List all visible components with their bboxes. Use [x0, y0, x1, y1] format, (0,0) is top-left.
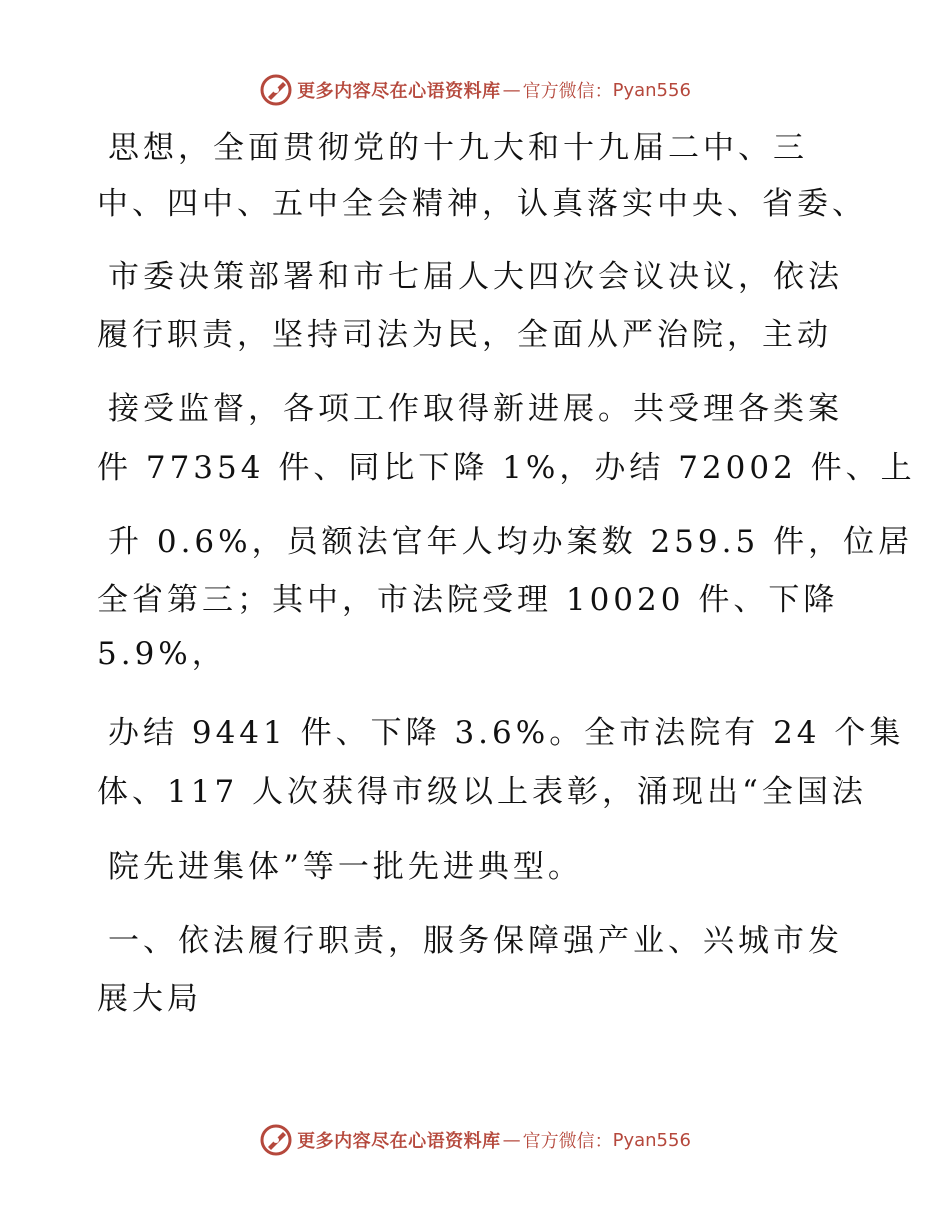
body-line-1: 思想，全面贯彻党的十九大和十九届二中、三	[108, 130, 808, 166]
header-watermark-banner	[0, 70, 950, 110]
body-line-5: 接受监督，各项工作取得新进展。共受理各类案	[108, 391, 843, 427]
body-line-6: 件 77354 件、同比下降 1%，办结 72002 件、上	[97, 450, 916, 486]
footer-official-label: 官方微信：	[522, 1131, 613, 1152]
body-line-7: 升 0.6%，员额法官年人均办案数 259.5 件，位居	[108, 524, 914, 560]
body-line-10: 办结 9441 件、下降 3.6%。全市法院有 24 个集	[108, 715, 905, 751]
body-line-11: 体、117 人次获得市级以上表彰，涌现出“全国法	[97, 774, 867, 810]
header-official-label: 官方微信：	[522, 81, 613, 102]
body-line-3: 市委决策部署和市七届人大四次会议决议，依法	[108, 259, 843, 295]
body-line-8: 全省第三；其中，市法院受理 10020 件、下降	[97, 582, 839, 618]
footer-watermark-banner	[0, 1120, 950, 1160]
body-line-14: 展大局	[97, 981, 202, 1017]
footer-wechat-id: Pyan556	[612, 1129, 691, 1151]
footer-library-text: 更多内容尽在心语资料库	[297, 1131, 501, 1152]
header-wechat-id: Pyan556	[612, 79, 691, 101]
body-line-4: 履行职责，坚持司法为民，全面从严治院，主动	[97, 317, 832, 353]
footer-dash: —	[502, 1129, 521, 1151]
body-line-12: 院先进集体”等一批先进典型。	[108, 849, 583, 885]
body-line-13: 一、依法履行职责，服务保障强产业、兴城市发	[108, 923, 843, 959]
header-dash: —	[502, 79, 521, 101]
body-line-9: 5.9%，	[97, 636, 227, 672]
pen-circle-logo-icon	[259, 73, 293, 107]
pen-circle-logo-icon	[259, 1123, 293, 1157]
body-line-2: 中、四中、五中全会精神，认真落实中央、省委、	[97, 186, 867, 222]
header-library-text: 更多内容尽在心语资料库	[297, 81, 501, 102]
